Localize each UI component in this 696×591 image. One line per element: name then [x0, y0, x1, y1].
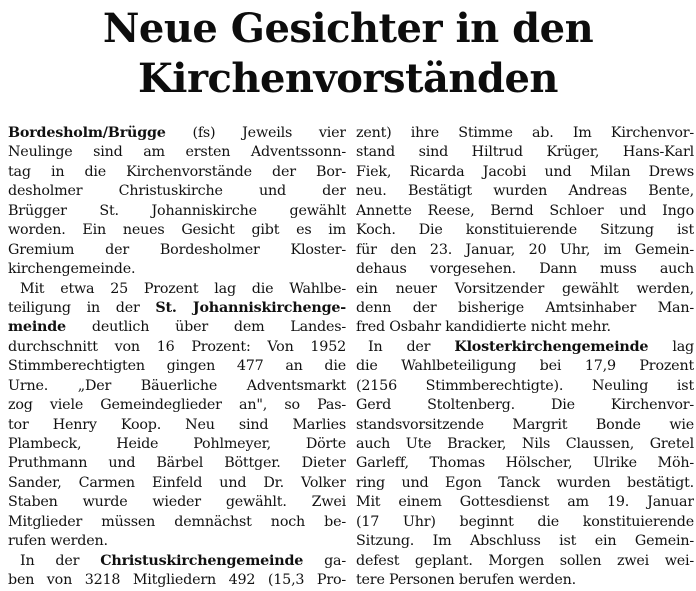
article-text-line [356, 163, 694, 182]
article-text-line [8, 416, 346, 435]
text-run: durchschnitt von 16 Prozent: Von 1952 [8, 338, 346, 355]
text-run: deutlich über dem Landes- [65, 319, 346, 336]
bold-text-run: St. Johanniskirchenge- [155, 299, 346, 316]
text-run: Annette Reese, Bernd Schloer und Ingo [356, 202, 694, 219]
article-text-line [356, 416, 694, 435]
article-text-line [8, 571, 346, 590]
text-run: desholmer Christuskirche und der [8, 183, 346, 200]
text-run: In der [20, 552, 101, 569]
headline-line-2: Kirchenvorständen [138, 55, 558, 102]
text-run: kirchengemeinde. [8, 261, 136, 278]
text-run: Fiek, Ricarda Jacobi und Milan Drews [356, 163, 694, 180]
text-run: für den 23. Januar, 20 Uhr, im Gemein- [356, 241, 694, 258]
article-text-line [356, 182, 694, 201]
text-run: Stimmberechtigten gingen 477 an die [8, 358, 346, 375]
article-text-line [356, 221, 694, 240]
article-text-line [8, 435, 346, 454]
text-run: auch Ute Bracker, Nils Claussen, Gretel [356, 436, 694, 452]
article-text-line [8, 493, 346, 512]
text-run: ein neuer Vorsitzender gewählt werden, [356, 280, 694, 297]
bold-text-run: Klosterkirchengemeinde [454, 338, 649, 355]
text-run: Sitzung. Im Abschluss ist ein Gemein- [356, 533, 694, 550]
article-text-line [8, 163, 346, 182]
text-run: (2156 Stimmberechtigte). Neuling ist [356, 377, 694, 394]
text-run: tere Personen berufen werden. [356, 572, 576, 589]
article-text-line [356, 377, 694, 396]
text-run: Gremium der Bordesholmer Kloster- [8, 241, 346, 258]
article-text-line [356, 280, 694, 299]
article-text-line [8, 513, 346, 532]
article-column-left [8, 124, 346, 591]
text-run: Gerd Stoltenberg. Die Kirchenvor- [356, 397, 694, 414]
text-run: tag in die Kirchenvorstände der Bor- [8, 163, 346, 180]
text-run: In der [368, 338, 455, 355]
article-text-line [356, 435, 694, 454]
text-run: ga- [303, 552, 346, 569]
article-text-line [8, 280, 346, 299]
text-run: worden. Ein neues Gesicht gibt es im [8, 222, 346, 239]
bold-text-run: Bordesholm/Brügge [8, 125, 166, 141]
article-text-line [8, 202, 346, 221]
article-text-line [8, 182, 346, 201]
text-run: ben von 3218 Mitgliedern 492 (15,3 Pro- [8, 572, 346, 589]
text-run: zent) ihre Stimme ab. Im Kirchenvor- [356, 125, 694, 141]
bold-text-run: meinde [8, 319, 66, 336]
text-run: Mit einem Gottesdienst am 19. Januar [356, 494, 694, 511]
article-text-line [8, 241, 346, 260]
article-text-line [8, 552, 346, 571]
article-text-line [356, 454, 694, 473]
headline-line-1: Neue Gesichter in den [102, 5, 594, 52]
text-run: lag [648, 338, 694, 355]
article-text-line [356, 493, 694, 512]
article-text-line [356, 202, 694, 221]
article-text-line [356, 552, 694, 571]
text-run: (17 Uhr) beginnt die konstituierende [356, 513, 694, 530]
article-text-line [356, 241, 694, 260]
text-run: defest geplant. Morgen sollen zwei wei- [356, 552, 694, 569]
text-run: zog viele Gemeindeglieder an", so Pas- [8, 397, 346, 414]
text-run: Mitglieder müssen demnächst noch be- [8, 513, 346, 530]
article-text-line [8, 143, 346, 162]
text-run: Sander, Carmen Einfeld und Dr. Volker [8, 474, 346, 491]
article-text-line [356, 532, 694, 551]
article-text-line [8, 318, 346, 337]
text-run: Neulinge sind am ersten Adventssonn- [8, 144, 346, 161]
text-run: (fs) Jeweils vier [165, 125, 346, 141]
article-text-line [356, 513, 694, 532]
text-run: Koch. Die konstituierende Sitzung ist [356, 222, 694, 239]
text-run: Mit etwa 25 Prozent lag die Wahlbe- [20, 280, 346, 297]
article-text-line [8, 338, 346, 357]
text-run: ring und Egon Tanck wurden bestätigt. [356, 474, 694, 491]
article-text-line [8, 454, 346, 473]
article-text-line [356, 396, 694, 415]
article-text-line [8, 532, 346, 551]
text-run: Urne. „Der Bäuerliche Adventsmarkt [8, 377, 346, 394]
article-text-line [8, 474, 346, 493]
text-run: tor Henry Koop. Neu sind Marlies [8, 416, 346, 433]
article-text-line [8, 221, 346, 240]
article-text-line [356, 571, 694, 590]
article-text-line [356, 318, 694, 337]
text-run: Brügger St. Johanniskirche gewählt [8, 202, 346, 219]
article-text-line [356, 124, 694, 143]
text-run: Pruthmann und Bärbel Böttger. Dieter [8, 455, 346, 472]
bold-text-run: Christuskirchengemeinde [100, 552, 304, 569]
article-text-line [8, 396, 346, 415]
article-text-line [356, 338, 694, 357]
text-run: Plambeck, Heide Pohlmeyer, Dörte [8, 436, 346, 452]
text-run: denn der bisherige Amtsinhaber Man- [356, 299, 694, 316]
text-run: stand sind Hiltrud Krüger, Hans-Karl [356, 144, 694, 161]
text-run: die Wahlbeteiligung bei 17,9 Prozent [356, 358, 694, 375]
article-text-line [356, 299, 694, 318]
article-text-line [8, 124, 346, 143]
article-text-line [356, 474, 694, 493]
text-run: dehaus vorgesehen. Dann muss auch [356, 261, 694, 278]
text-run: neu. Bestätigt wurden Andreas Bente, [356, 183, 694, 200]
text-run: Staben wurde wieder gewählt. Zwei [8, 494, 346, 511]
text-run: teiligung in der [8, 299, 156, 316]
article-text-line [8, 377, 346, 396]
article-column-right [356, 124, 694, 591]
article-text-line [8, 260, 346, 279]
text-run: rufen werden. [8, 533, 108, 550]
article-text-line [8, 299, 346, 318]
article-text-line [356, 143, 694, 162]
article-headline [0, 4, 696, 104]
text-run: fred Osbahr kandidierte nicht mehr. [356, 319, 611, 336]
article-text-line [356, 357, 694, 376]
text-run: Garleff, Thomas Hölscher, Ulrike Möh- [356, 455, 694, 472]
article-text-line [356, 260, 694, 279]
text-run: standsvorsitzende Margrit Bonde wie [356, 416, 694, 433]
article-text-line [8, 357, 346, 376]
